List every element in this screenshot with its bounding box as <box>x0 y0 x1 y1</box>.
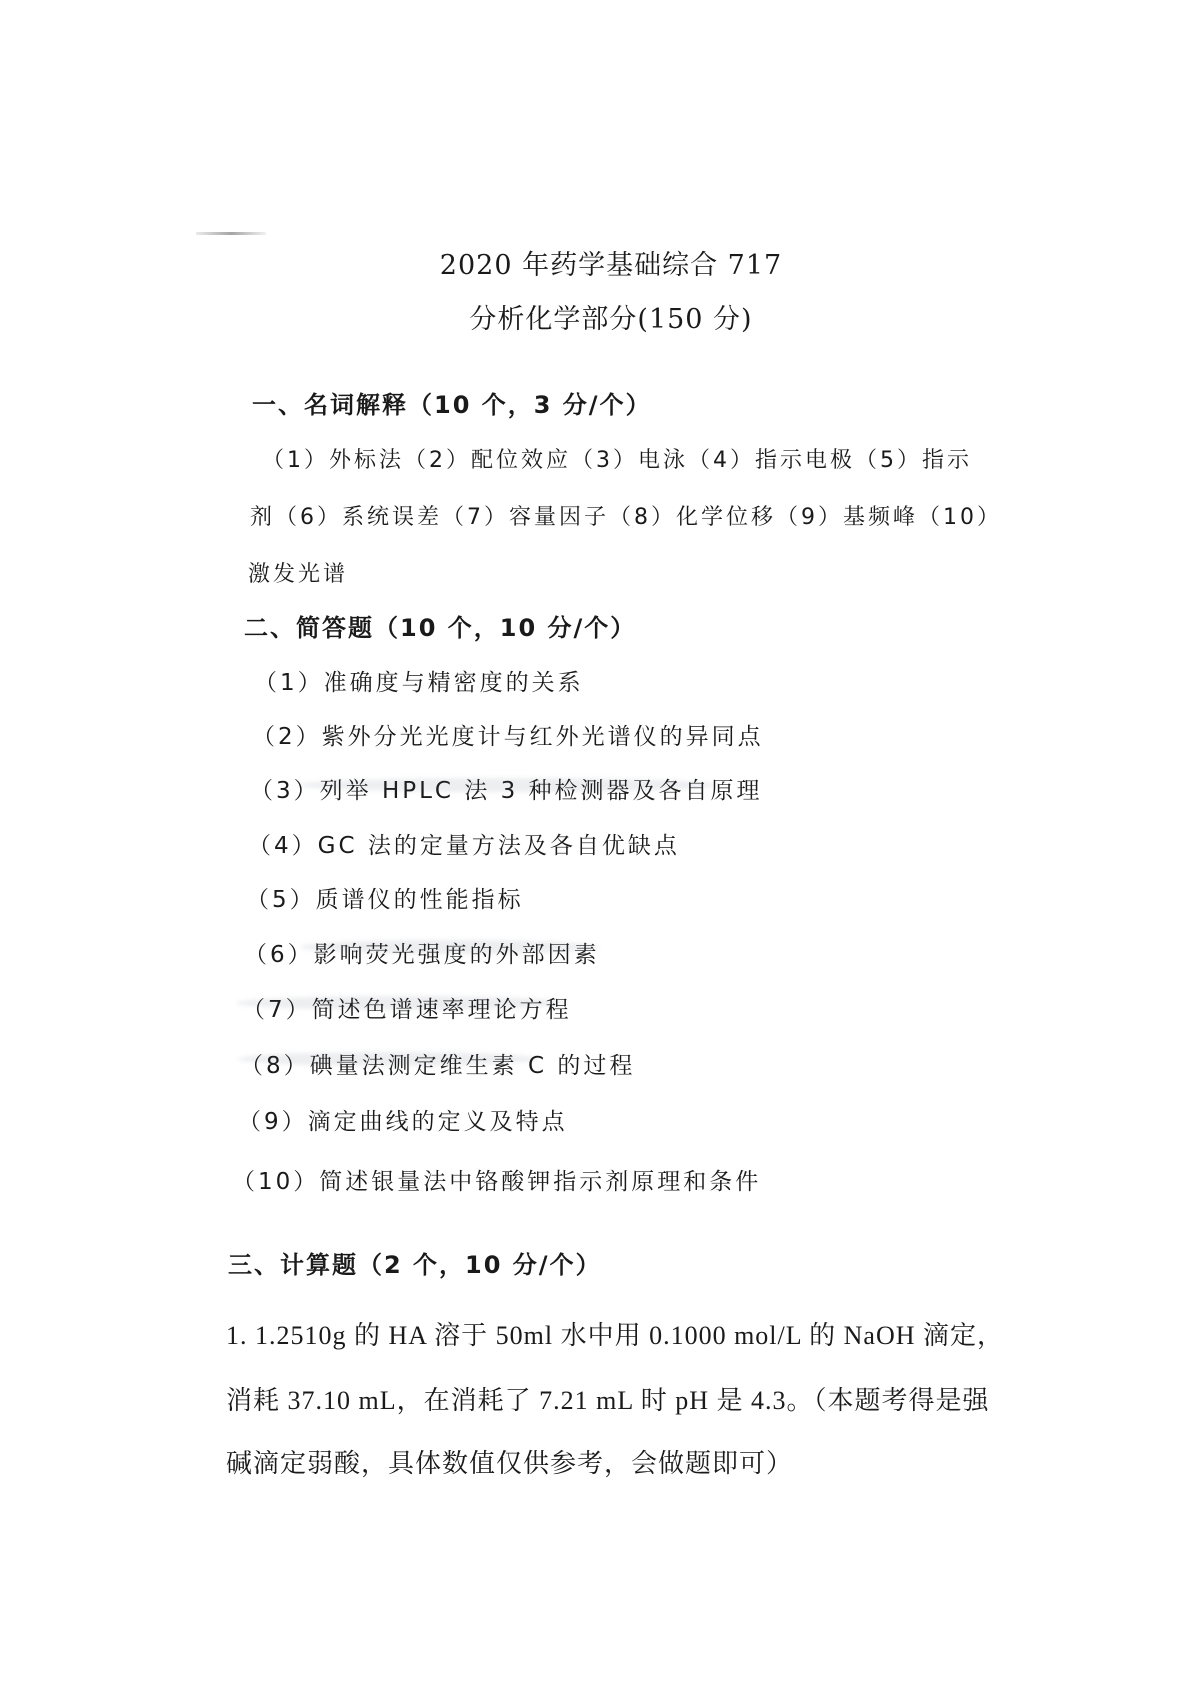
question-item: （3）列举 HPLC 法 3 种检测器及各自原理 <box>250 778 763 804</box>
section-3-heading: 三、计算题（2 个，10 分/个） <box>228 1251 602 1279</box>
scan-smudge <box>238 1052 538 1066</box>
calc-problem-line: 碱滴定弱酸，具体数值仅供参考，会做题即可） <box>226 1449 794 1478</box>
question-item: （8）碘量法测定维生素 C 的过程 <box>240 1053 636 1079</box>
section-1-line: 激发光谱 <box>248 562 349 587</box>
section-1-heading: 一、名词解释（10 个，3 分/个） <box>252 391 652 419</box>
section-1-line: 剂（6）系统误差（7）容量因子（8）化学位移（9）基频峰（10） <box>250 505 1002 530</box>
question-item: （10）简述银量法中铬酸钾指示剂原理和条件 <box>232 1169 762 1195</box>
question-item: （2）紫外分光光度计与红外光谱仪的异同点 <box>252 724 764 750</box>
calc-problem-line: 1. 1.2510g 的 HA 溶于 50ml 水中用 0.1000 mol/L 的 NaOH 滴定， <box>226 1321 1005 1350</box>
question-item: （1）准确度与精密度的关系 <box>254 670 584 696</box>
question-item: （6）影响荧光强度的外部因素 <box>244 942 600 968</box>
calc-problem-line: 消耗 37.10 mL，在消耗了 7.21 mL 时 pH 是 4.3。（本题考得是强 <box>226 1386 990 1415</box>
scan-smudge <box>300 940 600 954</box>
question-item: （7）简述色谱速率理论方程 <box>242 997 572 1023</box>
question-item: （9）滴定曲线的定义及特点 <box>238 1109 568 1135</box>
scan-artifact-mark <box>196 232 266 235</box>
question-item: （5）质谱仪的性能指标 <box>246 887 524 913</box>
question-item: （4）GC 法的定量方法及各自优缺点 <box>248 833 680 859</box>
exam-subtitle: 分析化学部分(150 分) <box>469 304 753 335</box>
exam-title: 2020 年药学基础综合 717 <box>439 250 783 281</box>
scan-smudge <box>236 996 566 1010</box>
section-2-heading: 二、简答题（10 个，10 分/个） <box>244 614 637 642</box>
section-1-line: （1）外标法（2）配位效应（3）电泳（4）指示电极（5）指示 <box>262 448 972 473</box>
scan-smudge <box>298 778 718 792</box>
